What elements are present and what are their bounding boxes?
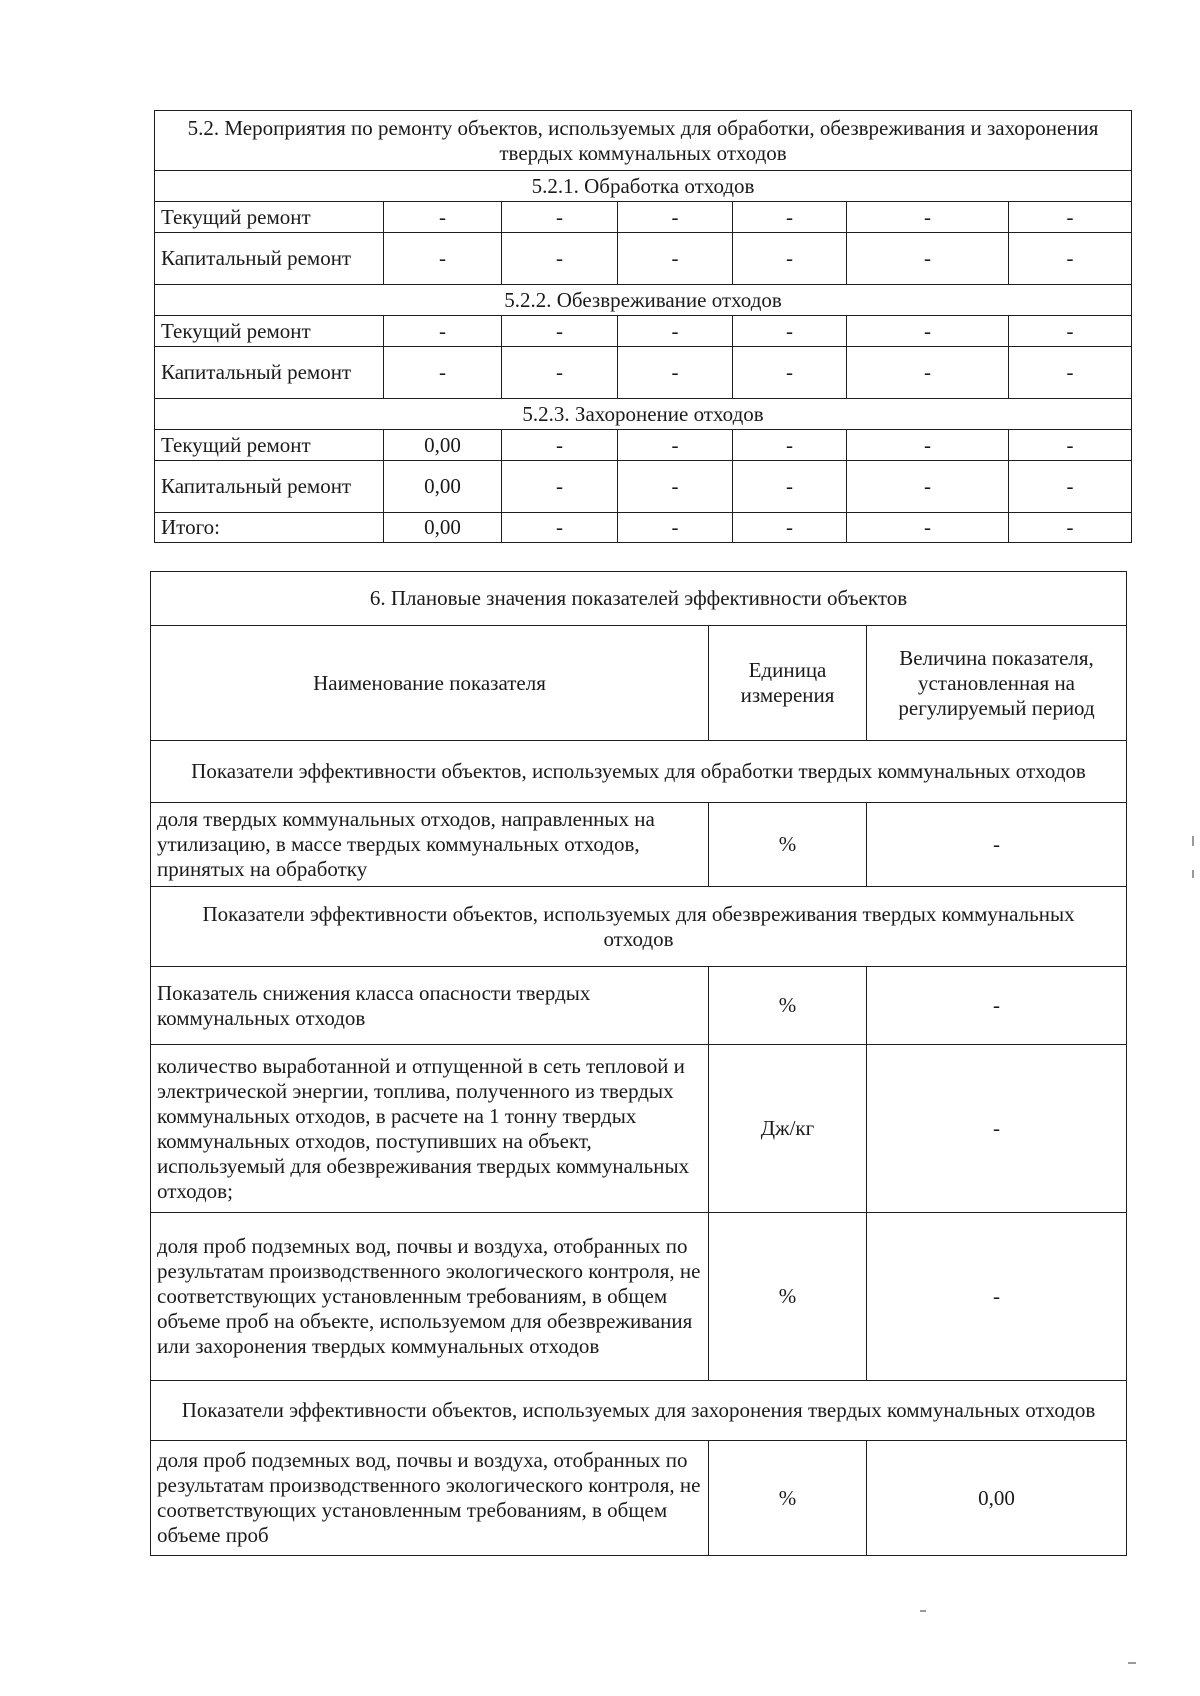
cell-value: - (618, 513, 733, 543)
subsection-title: 5.2.1. Обработка отходов (155, 171, 1132, 202)
subsection-title: 5.2.3. Захоронение отходов (155, 399, 1132, 430)
table-row (151, 1045, 1127, 1213)
row-label: Текущий ремонт (155, 430, 384, 461)
row-label: Капитальный ремонт (155, 347, 384, 399)
indicator-name: доля проб подземных вод, почвы и воздуха, отобранных по результатам производственного экологического контроля, не соответствующих установленным требованиям, в общем объеме проб на объекте, используемом для обезвреживания или захоронения твердых коммунальных отходов (151, 1213, 709, 1381)
repair-table (154, 110, 1131, 543)
group-title: Показатели эффективности объектов, используемых для обработки твердых коммунальных отходов (151, 741, 1127, 803)
row-label: Капитальный ремонт (155, 233, 384, 285)
cell-value: - (618, 430, 733, 461)
indicator-name: количество выработанной и отпущенной в сеть тепловой и электрической энергии, топлива, полученного из твердых коммунальных отходов, в расчете на 1 тонну твердых коммунальных отходов, поступивших на объект, используемый для обезвреживания твердых коммунальных отходов; (151, 1045, 709, 1213)
cell-value: - (618, 233, 733, 285)
cell-value: - (502, 430, 618, 461)
group-title: Показатели эффективности объектов, используемых для обезвреживания твердых коммунальных отходов (151, 887, 1127, 967)
cell-value: - (618, 461, 733, 513)
indicator-name: доля твердых коммунальных отходов, направленных на утилизацию, в массе твердых коммунальных отходов, принятых на обработку (151, 803, 709, 887)
cell-value: - (502, 202, 618, 233)
cell-value: - (1009, 430, 1132, 461)
indicator-name: доля проб подземных вод, почвы и воздуха, отобранных по результатам производственного экологического контроля, не соответствующих установленным требованиям, в общем объеме проб (151, 1441, 709, 1556)
group-title: Показатели эффективности объектов, используемых для захоронения твердых коммунальных отходов (151, 1381, 1127, 1441)
cell-value: - (502, 347, 618, 399)
cell-value: - (1009, 233, 1132, 285)
indicator-unit: Дж/кг (709, 1045, 867, 1213)
section-52-title: 5.2. Мероприятия по ремонту объектов, используемых для обработки, обезвреживания и захоронения твердых коммунальных отходов (155, 111, 1132, 171)
row-label: Текущий ремонт (155, 316, 384, 347)
cell-value: - (733, 461, 847, 513)
cell-value: - (502, 513, 618, 543)
table-row (151, 803, 1127, 887)
table-row (155, 461, 1132, 513)
scan-speck (1128, 1662, 1136, 1664)
indicator-value: - (867, 1045, 1127, 1213)
cell-value: - (618, 202, 733, 233)
cell-value: - (618, 316, 733, 347)
cell-value: - (1009, 347, 1132, 399)
indicator-name: Показатель снижения класса опасности твердых коммунальных отходов (151, 967, 709, 1045)
cell-value: - (1009, 316, 1132, 347)
cell-value: - (847, 461, 1009, 513)
cell-value: - (733, 347, 847, 399)
cell-value: - (502, 233, 618, 285)
scan-speck (1192, 836, 1194, 846)
indicator-value: 0,00 (867, 1441, 1127, 1556)
cell-value: - (733, 316, 847, 347)
table-row (155, 202, 1132, 233)
indicator-unit: % (709, 967, 867, 1045)
cell-value: 0,00 (384, 513, 502, 543)
indicator-value: - (867, 803, 1127, 887)
scan-speck (920, 1610, 926, 1612)
cell-value: - (1009, 461, 1132, 513)
cell-value: - (847, 233, 1009, 285)
cell-value: - (618, 347, 733, 399)
header-value: Величина показателя, установленная на регулируемый период (867, 626, 1127, 741)
scan-speck (1192, 870, 1194, 878)
indicator-value: - (867, 967, 1127, 1045)
indicator-unit: % (709, 803, 867, 887)
cell-value: - (384, 316, 502, 347)
cell-value: - (847, 202, 1009, 233)
cell-value: - (847, 430, 1009, 461)
cell-value: - (733, 513, 847, 543)
cell-value: 0,00 (384, 461, 502, 513)
header-name: Наименование показателя (151, 626, 709, 741)
cell-value: - (847, 347, 1009, 399)
table-row (155, 347, 1132, 399)
table-header-row (151, 626, 1127, 741)
indicator-unit: % (709, 1213, 867, 1381)
cell-value: - (847, 316, 1009, 347)
subsection-title: 5.2.2. Обезвреживание отходов (155, 285, 1132, 316)
cell-value: 0,00 (384, 430, 502, 461)
cell-value: - (1009, 513, 1132, 543)
cell-value: - (847, 513, 1009, 543)
cell-value: - (384, 233, 502, 285)
cell-value: - (384, 202, 502, 233)
indicator-unit: % (709, 1441, 867, 1556)
row-label: Текущий ремонт (155, 202, 384, 233)
cell-value: - (384, 347, 502, 399)
cell-value: - (733, 202, 847, 233)
table-row (155, 316, 1132, 347)
table-row (155, 430, 1132, 461)
cell-value: - (1009, 202, 1132, 233)
cell-value: - (733, 430, 847, 461)
table-row (151, 1213, 1127, 1381)
indicator-value: - (867, 1213, 1127, 1381)
header-unit: Единица измерения (709, 626, 867, 741)
section-6-title: 6. Плановые значения показателей эффективности объектов (151, 572, 1127, 626)
cell-value: - (502, 316, 618, 347)
row-label: Итого: (155, 513, 384, 543)
table-row (151, 1441, 1127, 1556)
table-row-total (155, 513, 1132, 543)
cell-value: - (502, 461, 618, 513)
cell-value: - (733, 233, 847, 285)
table-row (155, 233, 1132, 285)
table-row (151, 967, 1127, 1045)
indicators-table (150, 571, 1126, 1556)
row-label: Капитальный ремонт (155, 461, 384, 513)
